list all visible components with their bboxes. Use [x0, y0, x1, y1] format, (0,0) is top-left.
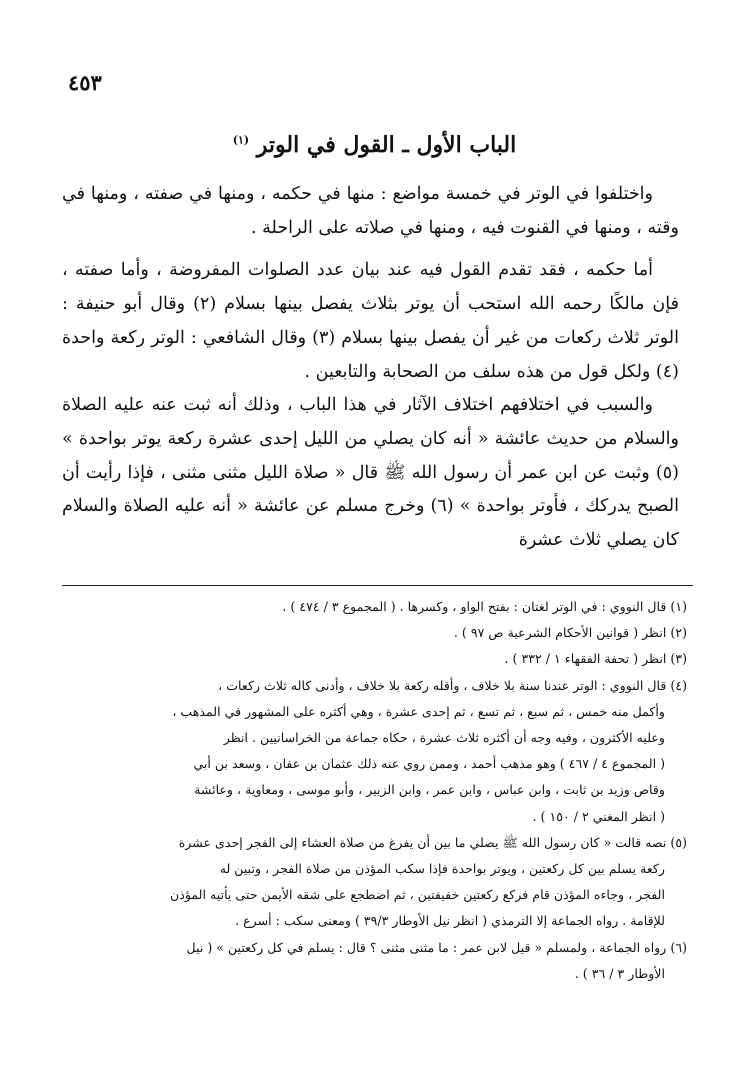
footnote-line: (٤) قال النووي : الوتر عندنا سنة بلا خلاف ، وأقله ركعة بلا خلاف ، وأدنى كاله ثلاث ركعات ، — [218, 677, 687, 693]
footnote-separator — [62, 585, 693, 586]
paragraph: واختلفوا في الوتر في خمسة مواضع : منها في حكمه ، ومنها في صفته ، ومنها في وقته ، ومنها في القنوت فيه ، ومنها في صلاته على الراحلة . — [62, 184, 679, 238]
footnote-line: (٥) نصه قالت « كان رسول الله ﷺ يصلي ما بين أن يفرغ من صلاة العشاء إلى الفجر إحدى عشرة — [178, 834, 687, 850]
chapter-title — [60, 132, 689, 158]
footnote-line: وعليه الأكثرون ، وفيه وجه أن أكثره ثلاث عشرة ، حكاه جماعة من الخراسانيين . انظر — [223, 730, 665, 746]
footnote-line: ( المجموع ٤ / ٤٦٧ ) وهو مذهب أحمد ، وممن روي عنه ذلك عثمان بن عفان ، وسعد بن أبي — [193, 756, 665, 772]
footnote-line: (٣) انظر ( تحفة الفقهاء ١ / ٣٣٢ ) . — [504, 651, 687, 667]
footnote-line: (٦) رواه الجماعة ، ولمسلم « قيل لابن عمر : ما مثنى مثنى ؟ قال : يسلم في كل ركعتين » ( نيل — [186, 939, 687, 955]
footnote-line: وقاص وزيد بن ثابت ، وابن عباس ، وابن عمر ، وابن الزبير ، وأبو موسى ، ومعاوية ، وعائشة — [194, 782, 665, 798]
footnote-line: ( انظر المغني ٢ / ١٥٠ ) . — [532, 808, 665, 824]
footnote-line: الأوطار ٣ / ٣٦ ) . — [574, 965, 665, 981]
footnote-line: الفجر ، وجاءه المؤذن قام فركع ركعتين خفيفتين ، ثم اضطجع على شقه الأيمن حتى يأتيه المؤذن — [170, 887, 665, 903]
paragraph: والسبب في اختلافهم اختلاف الآثار في هذا الباب ، وذلك أنه ثبت عنه عليه الصلاة والسلام من حديث عائشة « أنه كان يصلي من الليل إحدى عشرة ركعة يوتر بواحدة » (٥) وثبت عن ابن عمر أن رسول الله ﷺ قال « صلاة الليل مثنى مثنى ، فإذا رأيت أن الصبح يدركك ، فأوتر بواحدة » (٦) وخرج مسلم عن عائشة « أنه عليه الصلاة والسلام كان يصلي ثلاث عشرة — [62, 395, 679, 551]
footnote-line: للإقامة . رواه الجماعة إلا الترمذي ( انظر نيل الأوطار ٣٩/٣ ) ومعنى سكب : أسرع . — [235, 913, 665, 929]
footnote-line: (٢) انظر ( قوانين الأحكام الشرعية ص ٩٧ ) . — [453, 625, 687, 641]
footnote-line: (١) قال النووي : في الوتر لغتان : بفتح الواو ، وكسرها . ( المجموع ٣ / ٤٧٤ ) . — [282, 599, 687, 614]
chapter-title-text: الباب الأول ـ القول في الوتر — [256, 132, 517, 158]
footnote-line: ركعة يسلم بين كل ركعتين ، ويوتر بواحدة فإذا سكب المؤذن من صلاة الفجر ، وتبين له — [219, 861, 665, 877]
footnotes — [58, 594, 687, 987]
chapter-title-footnote-ref: (١) — [232, 133, 250, 147]
main-text — [62, 178, 679, 558]
footnote-line: وأكمل منه خمس ، ثم سبع ، ثم تسع ، ثم إحدى عشرة ، وهي أكثره على المشهور في المذهب ، — [172, 703, 665, 719]
paragraph: أما حكمه ، فقد تقدم القول فيه عند بيان عدد الصلوات المفروضة ، وأما صفته ، فإن مالكًا رحمه الله استحب أن يوتر بثلاث يفصل بينها بسلام (٢) وقال أبو حنيفة : الوتر ثلاث ركعات من غير أن يفصل بينها بسلام (٣) وقال الشافعي : الوتر ركعة واحدة (٤) ولكل قول من هذه سلف من الصحابة والتابعين . — [62, 260, 679, 382]
page-number: ٤٥٣ — [68, 70, 102, 95]
